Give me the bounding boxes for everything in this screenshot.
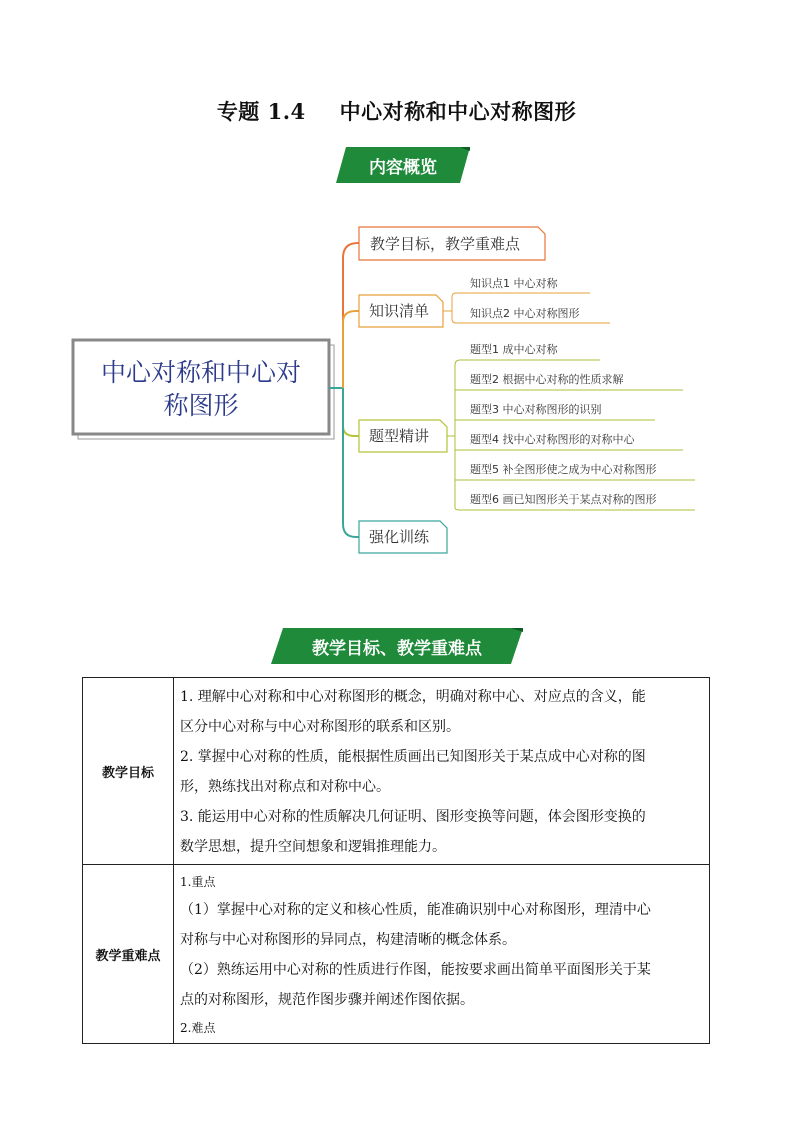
branch-knowledge	[359, 295, 443, 327]
difficulty-heading: 2.难点	[180, 1021, 216, 1035]
row-label-keypoints: 教学重难点	[83, 865, 174, 1044]
branch-knowledge-label: 知识清单	[369, 302, 430, 320]
type-item	[460, 432, 683, 450]
type-item	[460, 402, 655, 420]
branch-types-line	[343, 388, 360, 436]
knowledge-item	[460, 276, 590, 293]
row-label-goals: 教学目标	[83, 678, 174, 865]
goals-line: 2. 掌握中心对称的性质，能根据性质画出已知图形关于某点成中心对称的图	[180, 749, 646, 765]
root-text-line2: 称图形	[163, 391, 239, 420]
keypoints-line: （1）掌握中心对称的定义和核心性质，能准确识别中心对称图形，理清中心	[180, 902, 651, 918]
goals-table	[82, 677, 710, 1044]
title-prefix: 专题 1.4	[216, 99, 306, 124]
row-content-keypoints	[174, 865, 710, 1044]
title-main: 中心对称和中心对称图形	[339, 99, 577, 124]
goals-banner-label: 教学目标、教学重难点	[312, 638, 482, 659]
goals-line: 数学思想，提升空间想象和逻辑推理能力。	[180, 839, 446, 855]
branch-types-label: 题型精讲	[369, 427, 430, 445]
goals-line: 3. 能运用中心对称的性质解决几何证明、图形变换等问题，体会图形变换的	[180, 809, 646, 825]
keypoints-line: 对称与中心对称图形的异同点，构建清晰的概念体系。	[180, 932, 516, 948]
branch-training-label: 强化训练	[369, 528, 430, 546]
root-text-line1: 中心对称和中心对	[100, 358, 302, 387]
row-content-goals	[174, 678, 710, 865]
type-item	[460, 462, 695, 480]
keypoints-line: 点的对称图形，规范作图步骤并阐述作图依据。	[180, 992, 474, 1008]
type-item	[460, 492, 695, 510]
knowledge-item-label: 知识点2 中心对称图形	[470, 307, 580, 320]
knowledge-item-label: 知识点1 中心对称	[470, 277, 558, 290]
branch-training-line	[343, 388, 360, 537]
knowledge-item	[460, 306, 610, 323]
keypoints-line: （2）熟练运用中心对称的性质进行作图，能按要求画出简单平面图形关于某	[180, 962, 651, 978]
goals-line: 形，熟练找出对称点和对称中心。	[180, 779, 390, 795]
type-item-label: 题型6 画已知图形关于某点对称的图形	[470, 493, 657, 506]
goals-banner	[271, 628, 523, 664]
branch-knowledge-line	[343, 311, 360, 388]
branch-training	[359, 521, 447, 553]
type-item-label: 题型3 中心对称图形的识别	[470, 403, 602, 416]
type-item-label: 题型1 成中心对称	[470, 343, 558, 356]
branch-goals-label: 教学目标，教学重难点	[370, 235, 521, 253]
keypoints-heading: 1.重点	[180, 875, 216, 889]
type-item-label: 题型2 根据中心对称的性质求解	[470, 373, 624, 386]
branch-goals	[359, 227, 545, 260]
goals-line: 1. 理解中心对称和中心对称图形的概念，明确对称中心、对应点的含义，能	[180, 689, 646, 705]
type-item-label: 题型5 补全图形使之成为中心对称图形	[470, 463, 657, 476]
table-row	[83, 678, 710, 865]
table-row	[83, 865, 710, 1044]
type-item-label: 题型4 找中心对称图形的对称中心	[470, 433, 635, 446]
type-item	[460, 342, 600, 360]
branch-types	[359, 420, 447, 452]
goals-line: 区分中心对称与中心对称图形的联系和区别。	[180, 719, 460, 735]
overview-banner-label: 内容概览	[369, 157, 437, 178]
type-item	[460, 372, 683, 390]
